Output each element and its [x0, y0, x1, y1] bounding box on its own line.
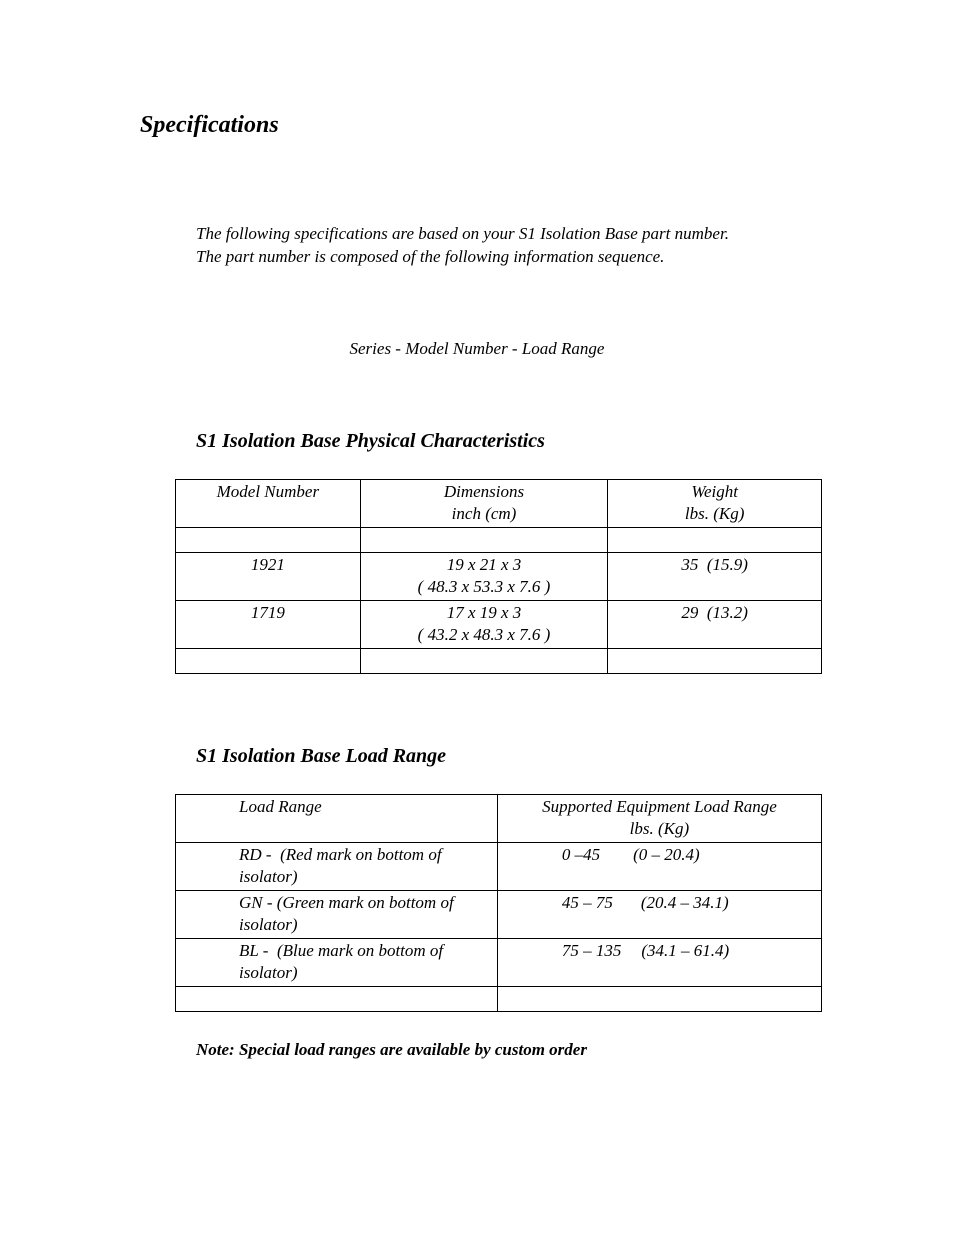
load-kg: (20.4 – 34.1) — [640, 893, 729, 912]
header-weight: Weight — [691, 482, 738, 501]
header-model-number: Model Number — [216, 482, 320, 501]
intro-paragraph — [196, 222, 729, 268]
table-row — [176, 553, 822, 601]
dimensions-inch: 19 x 21 x 3 — [446, 555, 522, 574]
load-value-cell — [497, 939, 821, 987]
load-range-heading: S1 Isolation Base Load Range — [196, 745, 447, 767]
model-cell: 1921 — [176, 553, 361, 601]
dimensions-inch: 17 x 19 x 3 — [446, 603, 522, 622]
header-weight-unit: lbs. (Kg) — [684, 504, 745, 523]
header-cell — [608, 480, 822, 528]
load-kg: (0 – 20.4) — [633, 845, 700, 864]
load-value-cell — [497, 891, 821, 939]
intro-line: The part number is composed of the following information sequence. — [196, 247, 665, 266]
load-lbs: 45 – 75 — [561, 893, 613, 912]
header-load-range: Load Range — [239, 797, 322, 816]
empty-cell — [497, 987, 821, 1012]
range-label: RD - (Red mark on bottom of — [239, 845, 442, 864]
part-number-sequence: Series - Model Number - Load Range — [349, 339, 605, 358]
table-header-row — [176, 795, 822, 843]
empty-cell — [176, 649, 361, 674]
range-label: BL - (Blue mark on bottom of — [239, 941, 444, 960]
range-cell — [176, 891, 498, 939]
dimensions-cm: ( 43.2 x 48.3 x 7.6 ) — [417, 625, 551, 644]
table-row — [176, 939, 822, 987]
range-cell — [176, 843, 498, 891]
empty-cell — [608, 649, 822, 674]
dimensions-cell — [360, 553, 608, 601]
physical-characteristics-table — [175, 479, 822, 674]
table-row-empty — [176, 649, 822, 674]
load-range-table — [175, 794, 822, 1012]
empty-cell — [608, 528, 822, 553]
physical-characteristics-heading: S1 Isolation Base Physical Characteristics — [196, 430, 545, 452]
table-row-empty — [176, 528, 822, 553]
table-row — [176, 891, 822, 939]
empty-cell — [176, 987, 498, 1012]
range-label-cont: isolator) — [239, 915, 298, 934]
table-header-row — [176, 480, 822, 528]
empty-cell — [176, 528, 361, 553]
weight-cell: 35 (15.9) — [608, 553, 822, 601]
empty-cell — [360, 649, 608, 674]
header-cell — [176, 795, 498, 843]
header-supported-load: Supported Equipment Load Range — [542, 797, 777, 816]
range-cell — [176, 939, 498, 987]
load-value-cell — [497, 843, 821, 891]
range-label-cont: isolator) — [239, 867, 298, 886]
table-row — [176, 601, 822, 649]
header-cell — [497, 795, 821, 843]
range-label-cont: isolator) — [239, 963, 298, 982]
model-cell: 1719 — [176, 601, 361, 649]
header-cell — [360, 480, 608, 528]
empty-cell — [360, 528, 608, 553]
header-cell — [176, 480, 361, 528]
custom-order-note: Note: Special load ranges are available by custom order — [196, 1040, 587, 1059]
table-row-empty — [176, 987, 822, 1012]
table-row — [176, 843, 822, 891]
dimensions-cell — [360, 601, 608, 649]
load-kg: (34.1 – 61.4) — [641, 941, 730, 960]
page-title: Specifications — [140, 112, 279, 138]
header-supported-load-unit: lbs. (Kg) — [629, 819, 690, 838]
dimensions-cm: ( 48.3 x 53.3 x 7.6 ) — [417, 577, 551, 596]
load-lbs: 75 – 135 — [561, 941, 622, 960]
load-lbs: 0 –45 — [561, 845, 601, 864]
header-dimensions: Dimensions — [443, 482, 525, 501]
range-label: GN - (Green mark on bottom of — [239, 893, 454, 912]
header-dimensions-unit: inch (cm) — [451, 504, 517, 523]
weight-cell: 29 (13.2) — [608, 601, 822, 649]
intro-line: The following specifications are based on your S1 Isolation Base part number. — [196, 224, 729, 243]
